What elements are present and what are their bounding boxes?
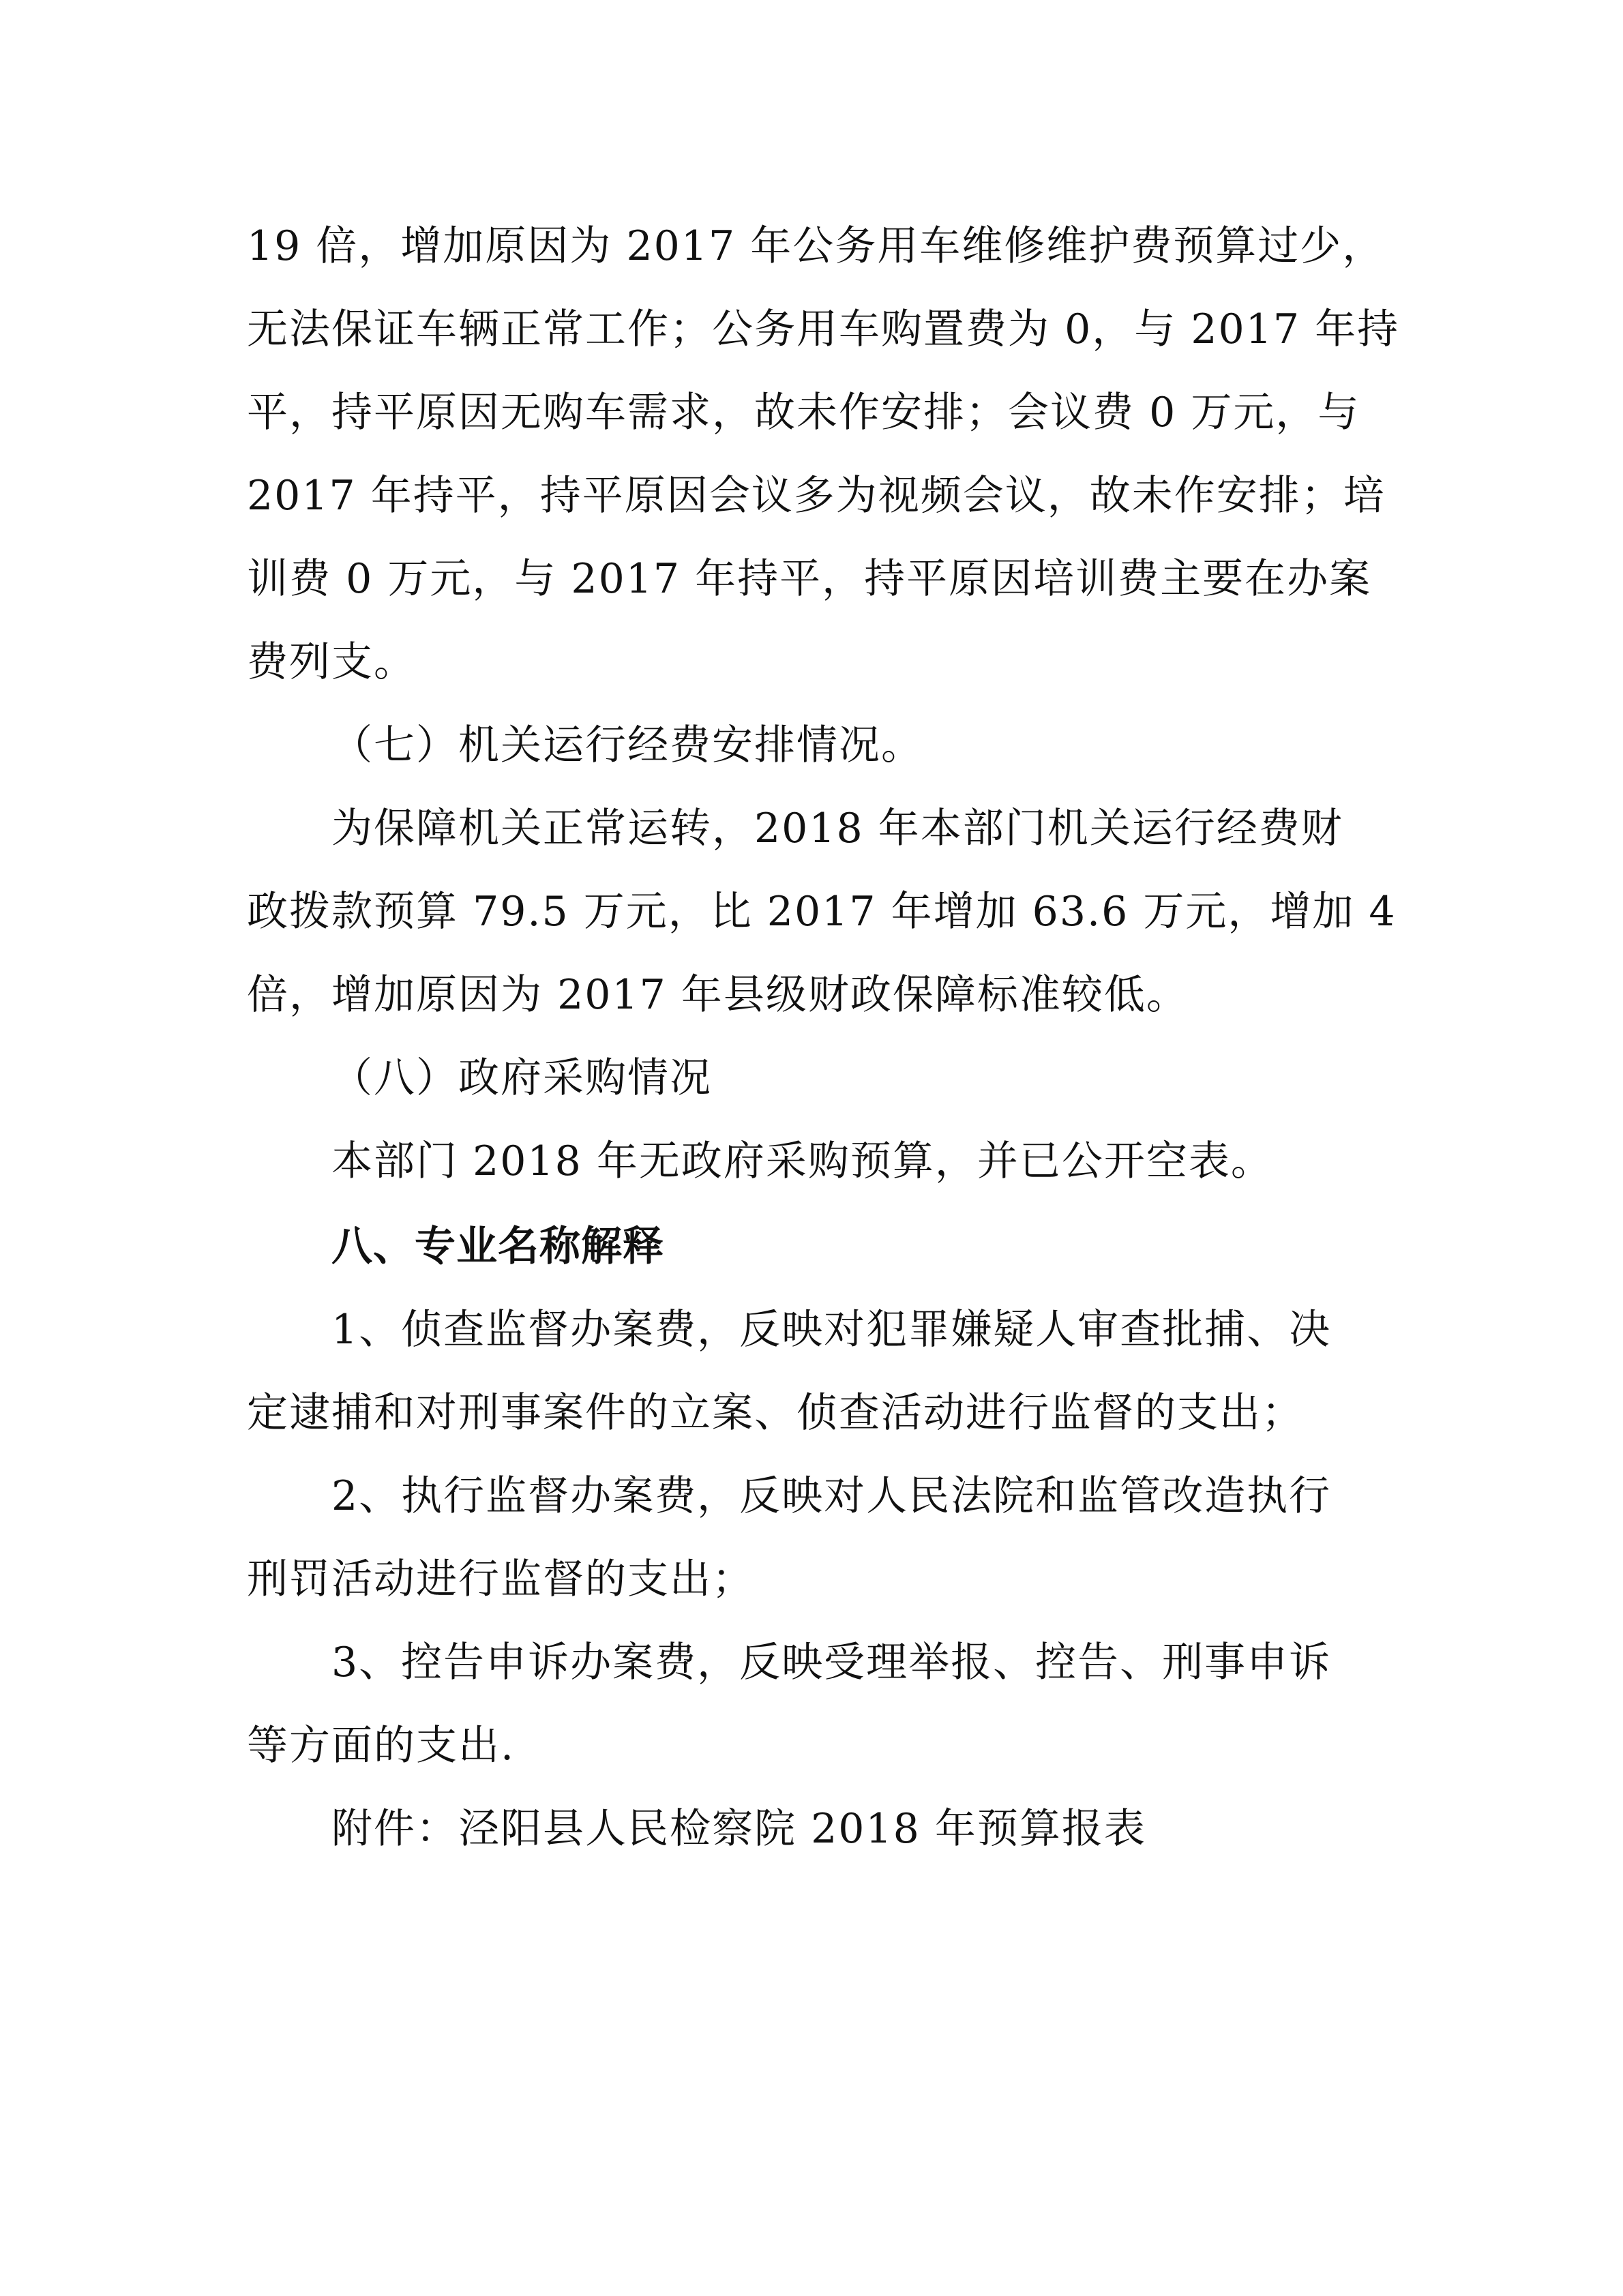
- term-item-3: 3、控告申诉办案费，反映受理举报、控告、刑事申诉: [331, 1639, 1332, 1686]
- paragraph-line: 2017 年持平，持平原因会议多为视频会议，故未作安排；培: [247, 472, 1386, 520]
- paragraph-line: 定逮捕和对刑事案件的立案、侦查活动进行监督的支出；: [247, 1389, 1304, 1437]
- section-heading-terms: 八、专业名称解释: [331, 1223, 664, 1270]
- subsection-heading-7: （七）机关运行经费安排情况。: [331, 721, 923, 769]
- paragraph-line: 平，持平原因无购车需求，故未作安排；会议费 0 万元，与: [247, 389, 1360, 436]
- paragraph-line: 无法保证车辆正常工作；公务用车购置费为 0，与 2017 年持: [247, 305, 1400, 353]
- paragraph-line: 本部门 2018 年无政府采购预算，并已公开空表。: [331, 1137, 1273, 1185]
- term-item-1: 1、侦查监督办案费，反映对犯罪嫌疑人审查批捕、决: [331, 1306, 1332, 1354]
- attachment-line: 附件：泾阳县人民检察院 2018 年预算报表: [331, 1805, 1146, 1853]
- paragraph-line: 倍，增加原因为 2017 年县级财政保障标准较低。: [247, 971, 1189, 1019]
- paragraph-line: 刑罚活动进行监督的支出；: [247, 1555, 754, 1603]
- document-body: [247, 205, 1400, 1870]
- paragraph-line: 训费 0 万元，与 2017 年持平，持平原因培训费主要在办案: [247, 555, 1372, 603]
- paragraph-line: 费列支。: [247, 638, 416, 686]
- subsection-heading-8: （八）政府采购情况: [331, 1054, 712, 1102]
- paragraph-line: 等方面的支出.: [247, 1722, 516, 1770]
- term-item-2: 2、执行监督办案费，反映对人民法院和监管改造执行: [331, 1472, 1332, 1520]
- paragraph-line: 为保障机关正常运转，2018 年本部门机关运行经费财: [331, 805, 1343, 852]
- paragraph-line: 政拨款预算 79.5 万元，比 2017 年增加 63.6 万元，增加 4: [247, 888, 1397, 936]
- paragraph-line: 19 倍，增加原因为 2017 年公务用车维修维护费预算过少，: [247, 222, 1385, 270]
